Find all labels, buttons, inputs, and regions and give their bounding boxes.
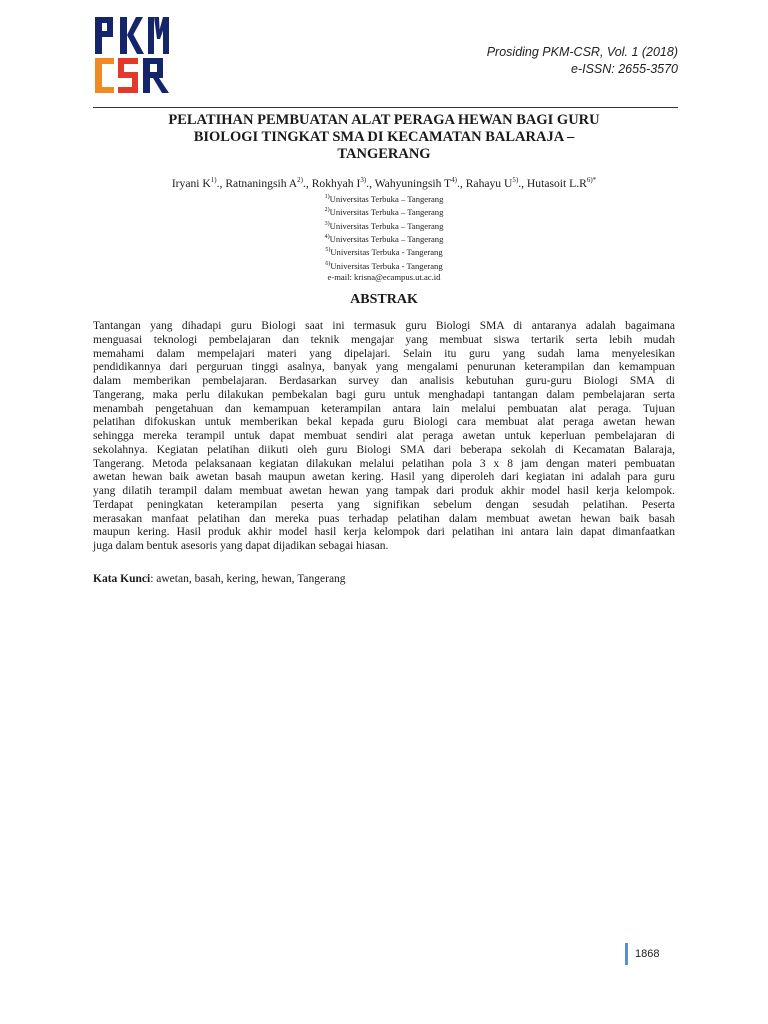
keywords-label: Kata Kunci: [93, 573, 151, 585]
title-line: BIOLOGI TINGKAT SMA DI KECAMATAN BALARAJA –: [193, 129, 575, 145]
author: Ratnaningsih $A^{2)}$.,: [225, 176, 312, 190]
abstract-line: juga dalam bentuk asesoris yang dapat dijadikan sebagai hiasan.: [93, 540, 389, 552]
keywords-text: : awetan, basah, kering, hewan, Tangerang: [150, 573, 346, 585]
abstract-heading: ABSTRAK: [350, 292, 418, 307]
author: Hutasoit $L.R^{6)*}$: [526, 176, 597, 190]
author-list: [60, 176, 708, 190]
affiliation-list: [184, 192, 584, 284]
abstract-line: maupun kering. Hasil produk akhir model hasil kerja kelompok dari pelatihan ini antara lain dapat dimanfaatkan: [93, 526, 675, 539]
abstract-line: Tantangan yang dihadapi guru Biologi saat ini termasuk guru Biologi SMA di antaranya adalah bagaimana: [93, 320, 675, 332]
journal-header: [487, 44, 678, 78]
abstract-line: Tangerang, maka perlu dilakukan pembekalan bagi guru untuk menghadapi tantangan dalam pembelajaran serta: [93, 388, 675, 401]
abstract-line: pendidikannya dari perguruan tinggi asalnya, banyak yang mengalami penurunan keterampilan dan kemampuan: [93, 361, 675, 374]
abstract-line: memahami dalam mempelajari materi yang dipelajari. Selain itu guru yang sudah lama menyelesikan: [93, 347, 675, 360]
affiliation: $^{5)}$Universitas Terbuka - Tangerang: [325, 247, 443, 258]
affiliation: $^{1)}$Universitas Terbuka – Tangerang: [324, 193, 444, 204]
pkm-csr-logo: [93, 15, 171, 95]
abstract-body: [93, 320, 675, 554]
affiliation: $^{4)}$Universitas Terbuka – Tangerang: [324, 233, 444, 244]
abstract-line: awetan hewan baik awetan basah maupun awetan kering. Hasil yang diperoleh dari kegiatan ini adalah para guru: [93, 471, 675, 484]
title-line: TANGERANG: [337, 146, 431, 162]
abstract-line: menguasai teknologi pembelajaran dan teknik mengajar yang membuat siswa tertarik serta lebih mudah: [93, 333, 675, 346]
abstract-line: Terdapat peningkatan keterampilan peserta yang signifikan sebelum dengan sesudah pelatihan. Peserta: [93, 498, 675, 511]
page-number: 1868: [625, 943, 659, 965]
affiliation: $^{6)}$Universitas Terbuka - Tangerang: [325, 260, 443, 271]
affiliation: $^{2)}$Universitas Terbuka – Tangerang: [324, 207, 444, 218]
abstract-line: yang dilatih terampil dalam membuat awetan hewan yang tampak dari produk akhir model hasil kerja kelompok.: [93, 485, 675, 497]
abstract-line: pelatihan difokuskan untuk memberikan bekal kepada guru Biologi cara membuat alat peraga awetan hewan: [93, 416, 675, 429]
header-divider: [93, 107, 678, 108]
abstract-line: sehingga mereka terampil untuk dapat membuat sendiri alat peraga awetan untuk keperluan pembelajaran di: [93, 430, 675, 442]
author: Wahyuningsih $T^{4)}$.,: [374, 176, 466, 190]
author: Rahayu $U^{5)}$.,: [465, 176, 527, 190]
abstract-line: dalam memberikan pembelajaran. Berdasarkan survey dan analisis kebutuhan guru-guru Biologi SMA di: [93, 375, 675, 387]
journal-volume: Prosiding PKM-CSR, Vol. 1 (2018): [486, 45, 678, 59]
abstract-line: merasakan manfaat pelatihan dan mereka puas terhadap pelatihan dalam membuat awetan hewan baik basah: [93, 512, 675, 525]
journal-issn: e-ISSN: 2655-3570: [570, 62, 678, 76]
abstract-line: Tangerang. Metoda pelaksanaan kegiatan dilakukan melalui pelatihan pola 3 x 8 jam dengan materi pembuatan: [93, 457, 675, 470]
author: Iryani $K^{1)}$.,: [171, 176, 226, 190]
email-address: e-mail: krisna@ecampus.ut.ac.id: [327, 272, 441, 283]
affiliation: $^{3)}$Universitas Terbuka – Tangerang: [324, 220, 444, 231]
title-line: PELATIHAN PEMBUATAN ALAT PERAGA HEWAN BAGI GURU: [168, 112, 600, 128]
abstract-line: sekolahnya. Kegiatan pelatihan diikuti oleh guru Biologi SMA dari beberapa sekolah di Kecamatan Balaraja,: [93, 443, 675, 456]
keywords: [93, 573, 346, 585]
author: Rokhyah $I^{3)}$.,: [311, 176, 375, 190]
abstract-line: menambah pengetahuan dan kemampuan keterampilan antara lain melalui pembuatan alat peraga. Tujuan: [93, 402, 675, 415]
paper-title: [110, 112, 658, 163]
